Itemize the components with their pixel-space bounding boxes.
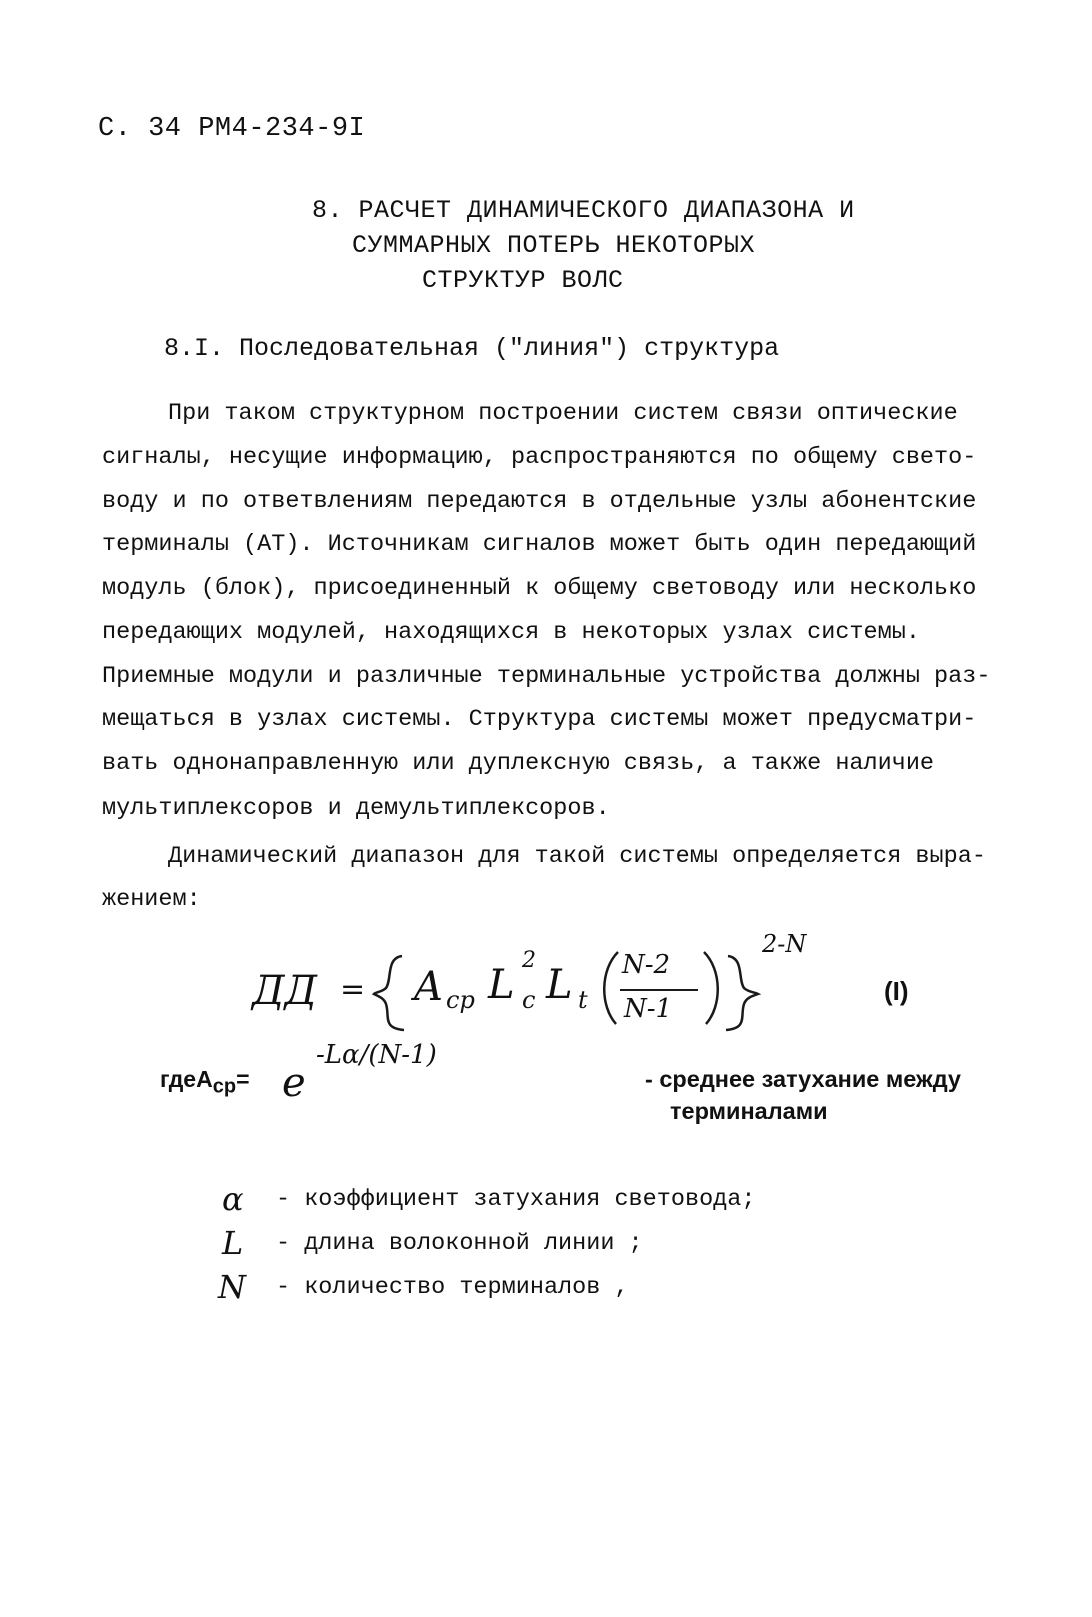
paragraph-line: воду и по ответвлениям передаются в отдельные узлы абонентские — [102, 488, 977, 515]
formula-lc-sub: c — [522, 986, 536, 1014]
where-e-exponent: -Lα/(N-1) — [316, 1040, 437, 1070]
definition-symbol: α — [222, 1180, 244, 1218]
section-title-line-1: 8. РАСЧЕТ ДИНАМИЧЕСКОГО ДИАПАЗОНА И — [312, 196, 855, 225]
section-title-line-2: СУММАРНЫХ ПОТЕРЬ НЕКОТОРЫХ — [352, 231, 756, 260]
where-e: e — [282, 1060, 306, 1106]
section-title-line-3: СТРУКТУР ВОЛС — [422, 266, 624, 295]
paragraph-line: передающих модулей, находящихся в некоторых узлах системы. — [102, 619, 920, 646]
formula-frac-den: N-1 — [624, 994, 673, 1024]
paragraph-line: сигналы, несущие информацию, распространяются по общему свето- — [102, 444, 977, 471]
paragraph-line: мультиплексоров и демультиплексоров. — [102, 795, 610, 822]
formula-equals: = — [340, 972, 366, 1007]
where-a: A — [196, 1066, 213, 1092]
paragraph-line: мещаться в узлах системы. Структура системы может предусматри- — [102, 706, 977, 733]
formula-exponent: 2-N — [762, 930, 807, 958]
left-brace-icon — [372, 952, 412, 1032]
formula-a: A — [414, 964, 443, 1010]
fraction-bar-icon — [620, 988, 700, 992]
paragraph-line: терминалы (АТ). Источникам сигналов может быть один передающий — [102, 531, 977, 558]
paragraph-line: вать однонаправленную или дуплексную связь, а также наличие — [102, 750, 935, 777]
where-word: где — [160, 1066, 197, 1092]
definition-symbol: L — [222, 1224, 244, 1262]
right-brace-icon — [722, 952, 762, 1032]
formula-a-sub: cp — [446, 986, 475, 1014]
formula-lt: L — [546, 962, 573, 1008]
formula-lc: L — [488, 962, 515, 1008]
definition-text: - длина волоконной линии ; — [276, 1230, 643, 1257]
where-prefix — [160, 1066, 250, 1099]
where-eq: = — [236, 1066, 250, 1092]
paragraph-line: Динамический диапазон для такой системы определяется выра- — [168, 843, 986, 870]
formula-lhs: ДД — [252, 968, 318, 1014]
definition-text: - коэффициент затухания световода; — [276, 1186, 756, 1213]
formula-lc-sup: 2 — [522, 948, 536, 973]
paragraph-line: модуль (блок), присоединенный к общему световоду или несколько — [102, 575, 977, 602]
definition-symbol: N — [218, 1268, 246, 1306]
subsection-heading: 8.I. Последовательная ("линия") структура — [164, 334, 780, 363]
where-desc-line-1: - среднее затухание между — [645, 1066, 961, 1092]
formula-frac-num: N-2 — [622, 950, 671, 980]
formula-lt-sub: t — [578, 986, 588, 1014]
paragraph-line: При таком структурном построении систем связи оптические — [168, 400, 958, 427]
formula-number: (I) — [884, 976, 909, 1006]
page-reference: С. 34 РМ4-234-9I — [98, 114, 366, 144]
paragraph-line: Приемные модули и различные терминальные устройства должны раз- — [102, 663, 991, 690]
where-desc-line-2: терминалами — [670, 1098, 828, 1124]
where-a-sub: cp — [212, 1075, 237, 1098]
left-paren-icon — [596, 950, 622, 1026]
definition-text: - количество терминалов , — [276, 1274, 629, 1301]
paragraph-line: жением: — [102, 886, 201, 913]
